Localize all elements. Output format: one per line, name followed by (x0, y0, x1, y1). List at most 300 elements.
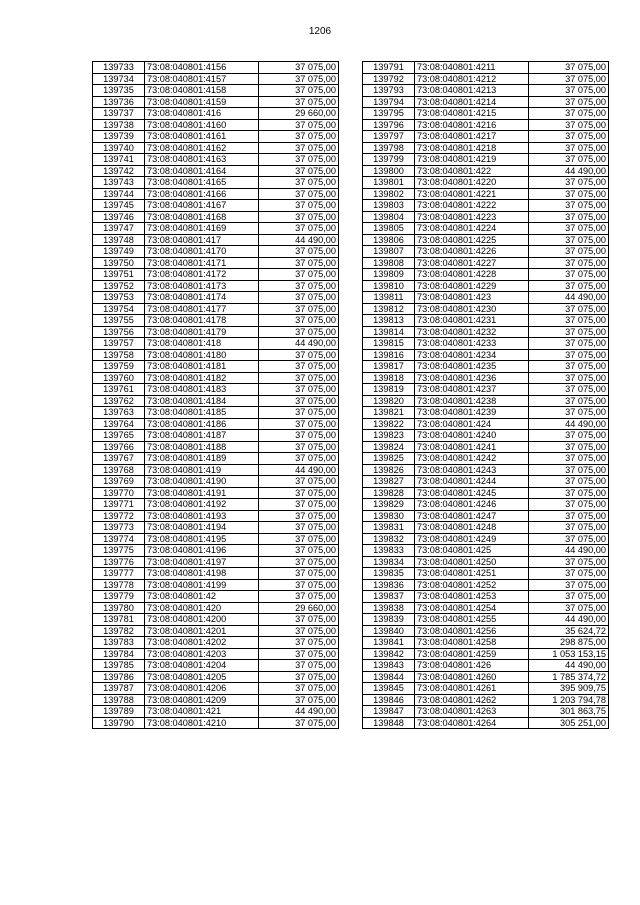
amount: 37 075,00 (259, 62, 339, 74)
table-row (93, 579, 339, 591)
row-number: 139753 (93, 292, 145, 304)
table-row (363, 200, 609, 212)
cadastral-number: 73:08:040801:4185 (145, 407, 259, 419)
table-row (363, 407, 609, 419)
table-row (93, 464, 339, 476)
table-row (363, 556, 609, 568)
row-number: 139762 (93, 395, 145, 407)
row-number: 139779 (93, 591, 145, 603)
table-row (363, 303, 609, 315)
cadastral-number: 73:08:040801:4192 (145, 499, 259, 511)
amount: 37 075,00 (529, 556, 609, 568)
amount: 44 490,00 (259, 464, 339, 476)
table-row (93, 326, 339, 338)
cadastral-number: 73:08:040801:4210 (145, 717, 259, 729)
table-row (93, 200, 339, 212)
amount: 37 075,00 (259, 522, 339, 534)
row-number: 139738 (93, 119, 145, 131)
table-row (93, 694, 339, 706)
row-number: 139840 (363, 625, 415, 637)
row-number: 139747 (93, 223, 145, 235)
amount: 37 075,00 (259, 625, 339, 637)
row-number: 139735 (93, 85, 145, 97)
row-number: 139802 (363, 188, 415, 200)
cadastral-number: 73:08:040801:4250 (415, 556, 529, 568)
table-row (363, 234, 609, 246)
table-row (93, 177, 339, 189)
table-row (93, 476, 339, 488)
amount: 37 075,00 (259, 579, 339, 591)
amount: 37 075,00 (529, 119, 609, 131)
row-number: 139817 (363, 361, 415, 373)
cadastral-number: 73:08:040801:4202 (145, 637, 259, 649)
table-row (363, 384, 609, 396)
table-row (363, 85, 609, 97)
row-number: 139766 (93, 441, 145, 453)
table-row (363, 591, 609, 603)
row-number: 139740 (93, 142, 145, 154)
row-number: 139751 (93, 269, 145, 281)
table-row (363, 453, 609, 465)
table-row (363, 395, 609, 407)
cadastral-number: 73:08:040801:4264 (415, 717, 529, 729)
table-row (93, 188, 339, 200)
amount: 44 490,00 (529, 292, 609, 304)
cadastral-number: 73:08:040801:4163 (145, 154, 259, 166)
cadastral-number: 73:08:040801:4158 (145, 85, 259, 97)
table-row (93, 614, 339, 626)
cadastral-number: 73:08:040801:4249 (415, 533, 529, 545)
table-row (93, 395, 339, 407)
row-number: 139829 (363, 499, 415, 511)
table-row (363, 315, 609, 327)
row-number: 139841 (363, 637, 415, 649)
table-row (93, 280, 339, 292)
amount: 37 075,00 (259, 211, 339, 223)
table-row (363, 441, 609, 453)
table-row (93, 211, 339, 223)
cadastral-number: 73:08:040801:425 (415, 545, 529, 557)
amount: 37 075,00 (529, 223, 609, 235)
row-number: 139768 (93, 464, 145, 476)
row-number: 139816 (363, 349, 415, 361)
amount: 37 075,00 (529, 96, 609, 108)
table-row (363, 177, 609, 189)
row-number: 139825 (363, 453, 415, 465)
cadastral-number: 73:08:040801:4169 (145, 223, 259, 235)
row-number: 139793 (363, 85, 415, 97)
table-row (93, 671, 339, 683)
row-number: 139739 (93, 131, 145, 143)
table-row (363, 499, 609, 511)
cadastral-number: 73:08:040801:4227 (415, 257, 529, 269)
row-number: 139780 (93, 602, 145, 614)
cadastral-number: 73:08:040801:4195 (145, 533, 259, 545)
row-number: 139746 (93, 211, 145, 223)
amount: 44 490,00 (529, 545, 609, 557)
row-number: 139836 (363, 579, 415, 591)
cadastral-number: 73:08:040801:4201 (145, 625, 259, 637)
row-number: 139805 (363, 223, 415, 235)
cadastral-number: 73:08:040801:4228 (415, 269, 529, 281)
cadastral-number: 73:08:040801:4180 (145, 349, 259, 361)
table-row (93, 706, 339, 718)
cadastral-number: 73:08:040801:4186 (145, 418, 259, 430)
amount: 37 075,00 (529, 384, 609, 396)
table-row (93, 303, 339, 315)
amount: 44 490,00 (529, 614, 609, 626)
table-row (93, 234, 339, 246)
amount: 37 075,00 (529, 73, 609, 85)
amount: 395 909,75 (529, 683, 609, 695)
row-number: 139809 (363, 269, 415, 281)
cadastral-number: 73:08:040801:4183 (145, 384, 259, 396)
row-number: 139803 (363, 200, 415, 212)
amount: 37 075,00 (529, 188, 609, 200)
cadastral-number: 73:08:040801:4160 (145, 119, 259, 131)
amount: 29 660,00 (259, 602, 339, 614)
cadastral-number: 73:08:040801:4242 (415, 453, 529, 465)
row-number: 139835 (363, 568, 415, 580)
table-row (93, 407, 339, 419)
cadastral-number: 73:08:040801:4173 (145, 280, 259, 292)
amount: 37 075,00 (529, 234, 609, 246)
cadastral-number: 73:08:040801:4178 (145, 315, 259, 327)
row-number: 139776 (93, 556, 145, 568)
row-number: 139757 (93, 338, 145, 350)
amount: 37 075,00 (259, 568, 339, 580)
table-row (93, 418, 339, 430)
cadastral-number: 73:08:040801:416 (145, 108, 259, 120)
amount: 37 075,00 (529, 200, 609, 212)
amount: 37 075,00 (259, 591, 339, 603)
row-number: 139767 (93, 453, 145, 465)
table-row (93, 556, 339, 568)
table-row (93, 441, 339, 453)
amount: 44 490,00 (259, 338, 339, 350)
table-row (363, 510, 609, 522)
amount: 37 075,00 (529, 591, 609, 603)
row-number: 139754 (93, 303, 145, 315)
table-row (93, 96, 339, 108)
amount: 37 075,00 (259, 280, 339, 292)
row-number: 139749 (93, 246, 145, 258)
row-number: 139755 (93, 315, 145, 327)
row-number: 139848 (363, 717, 415, 729)
cadastral-number: 73:08:040801:4247 (415, 510, 529, 522)
cadastral-number: 73:08:040801:4206 (145, 683, 259, 695)
amount: 37 075,00 (259, 246, 339, 258)
row-number: 139791 (363, 62, 415, 74)
cadastral-number: 73:08:040801:4200 (145, 614, 259, 626)
cadastral-number: 73:08:040801:4157 (145, 73, 259, 85)
amount: 37 075,00 (529, 131, 609, 143)
amount: 37 075,00 (529, 453, 609, 465)
table-row (93, 568, 339, 580)
row-number: 139782 (93, 625, 145, 637)
row-number: 139822 (363, 418, 415, 430)
cadastral-number: 73:08:040801:4217 (415, 131, 529, 143)
table-row (93, 430, 339, 442)
table-row (93, 625, 339, 637)
amount: 37 075,00 (259, 326, 339, 338)
row-number: 139814 (363, 326, 415, 338)
row-number: 139777 (93, 568, 145, 580)
cadastral-number: 73:08:040801:4211 (415, 62, 529, 74)
table-row (93, 349, 339, 361)
table-row (363, 683, 609, 695)
amount: 37 075,00 (259, 660, 339, 672)
amount: 37 075,00 (529, 602, 609, 614)
amount: 37 075,00 (259, 73, 339, 85)
table-row (93, 660, 339, 672)
cadastral-number: 73:08:040801:4198 (145, 568, 259, 580)
table-row (363, 545, 609, 557)
amount: 37 075,00 (259, 671, 339, 683)
table-row (363, 280, 609, 292)
amount: 37 075,00 (529, 522, 609, 534)
row-number: 139769 (93, 476, 145, 488)
cadastral-number: 73:08:040801:4256 (415, 625, 529, 637)
table-row (363, 246, 609, 258)
table-row (363, 487, 609, 499)
row-number: 139800 (363, 165, 415, 177)
table-row (93, 246, 339, 258)
cadastral-number: 73:08:040801:4235 (415, 361, 529, 373)
row-number: 139804 (363, 211, 415, 223)
cadastral-number: 73:08:040801:4168 (145, 211, 259, 223)
table-row (363, 418, 609, 430)
amount: 37 075,00 (259, 487, 339, 499)
table-row (363, 188, 609, 200)
amount: 37 075,00 (529, 211, 609, 223)
amount: 37 075,00 (259, 303, 339, 315)
table-row (93, 683, 339, 695)
cadastral-number: 73:08:040801:4263 (415, 706, 529, 718)
amount: 37 075,00 (259, 441, 339, 453)
page-number: 1206 (308, 26, 332, 37)
cadastral-number: 73:08:040801:4244 (415, 476, 529, 488)
table-row (93, 372, 339, 384)
cadastral-number: 73:08:040801:4204 (145, 660, 259, 672)
amount: 44 490,00 (259, 706, 339, 718)
row-number: 139811 (363, 292, 415, 304)
cadastral-number: 73:08:040801:4188 (145, 441, 259, 453)
cadastral-number: 73:08:040801:4174 (145, 292, 259, 304)
amount: 37 075,00 (529, 361, 609, 373)
amount: 37 075,00 (529, 269, 609, 281)
table-row (363, 361, 609, 373)
cadastral-number: 73:08:040801:4252 (415, 579, 529, 591)
amount: 37 075,00 (529, 510, 609, 522)
amount: 37 075,00 (259, 418, 339, 430)
cadastral-number: 73:08:040801:4177 (145, 303, 259, 315)
table-row (93, 717, 339, 729)
amount: 37 075,00 (259, 683, 339, 695)
amount: 37 075,00 (529, 303, 609, 315)
table-row (93, 499, 339, 511)
row-number: 139831 (363, 522, 415, 534)
amount: 1 053 153,15 (529, 648, 609, 660)
amount: 37 075,00 (529, 533, 609, 545)
table-row (93, 384, 339, 396)
row-number: 139783 (93, 637, 145, 649)
cadastral-number: 73:08:040801:42 (145, 591, 259, 603)
table-row (363, 694, 609, 706)
row-number: 139741 (93, 154, 145, 166)
table-row (93, 73, 339, 85)
row-number: 139815 (363, 338, 415, 350)
amount: 37 075,00 (259, 717, 339, 729)
table-row (93, 223, 339, 235)
row-number: 139744 (93, 188, 145, 200)
amount: 37 075,00 (259, 188, 339, 200)
row-number: 139833 (363, 545, 415, 557)
row-number: 139837 (363, 591, 415, 603)
row-number: 139787 (93, 683, 145, 695)
row-number: 139759 (93, 361, 145, 373)
cadastral-number: 73:08:040801:4171 (145, 257, 259, 269)
row-number: 139788 (93, 694, 145, 706)
cadastral-number: 73:08:040801:4209 (145, 694, 259, 706)
cadastral-number: 73:08:040801:419 (145, 464, 259, 476)
table-row (93, 637, 339, 649)
cadastral-number: 73:08:040801:4233 (415, 338, 529, 350)
amount: 37 075,00 (529, 108, 609, 120)
cadastral-number: 73:08:040801:4213 (415, 85, 529, 97)
amount: 37 075,00 (259, 372, 339, 384)
amount: 37 075,00 (259, 384, 339, 396)
amount: 37 075,00 (529, 464, 609, 476)
row-number: 139772 (93, 510, 145, 522)
table-row (363, 257, 609, 269)
amount: 37 075,00 (259, 453, 339, 465)
cadastral-number: 73:08:040801:4232 (415, 326, 529, 338)
cadastral-number: 73:08:040801:4240 (415, 430, 529, 442)
row-number: 139846 (363, 694, 415, 706)
table-row (363, 533, 609, 545)
cadastral-number: 73:08:040801:4251 (415, 568, 529, 580)
row-number: 139734 (93, 73, 145, 85)
row-number: 139733 (93, 62, 145, 74)
amount: 37 075,00 (529, 476, 609, 488)
cadastral-number: 73:08:040801:4164 (145, 165, 259, 177)
table-row (363, 165, 609, 177)
table-row (93, 510, 339, 522)
amount: 37 075,00 (529, 499, 609, 511)
amount: 37 075,00 (259, 96, 339, 108)
cadastral-number: 73:08:040801:4260 (415, 671, 529, 683)
cadastral-number: 73:08:040801:4239 (415, 407, 529, 419)
table-row (93, 522, 339, 534)
cadastral-number: 73:08:040801:4225 (415, 234, 529, 246)
table-row (363, 142, 609, 154)
row-number: 139794 (363, 96, 415, 108)
amount: 37 075,00 (259, 85, 339, 97)
cadastral-number: 73:08:040801:4179 (145, 326, 259, 338)
table-row (93, 131, 339, 143)
cadastral-number: 73:08:040801:421 (145, 706, 259, 718)
row-number: 139795 (363, 108, 415, 120)
row-number: 139839 (363, 614, 415, 626)
row-number: 139819 (363, 384, 415, 396)
row-number: 139796 (363, 119, 415, 131)
amount: 37 075,00 (259, 200, 339, 212)
amount: 37 075,00 (259, 165, 339, 177)
amount: 37 075,00 (259, 694, 339, 706)
amount: 37 075,00 (259, 533, 339, 545)
amount: 44 490,00 (529, 418, 609, 430)
cadastral-number: 73:08:040801:4187 (145, 430, 259, 442)
cadastral-number: 73:08:040801:4220 (415, 177, 529, 189)
table-row (363, 119, 609, 131)
amount: 35 624,72 (529, 625, 609, 637)
amount: 37 075,00 (259, 556, 339, 568)
cadastral-number: 73:08:040801:4236 (415, 372, 529, 384)
row-number: 139750 (93, 257, 145, 269)
table-row (363, 430, 609, 442)
row-number: 139778 (93, 579, 145, 591)
cadastral-number: 73:08:040801:4231 (415, 315, 529, 327)
cadastral-number: 73:08:040801:4182 (145, 372, 259, 384)
row-number: 139771 (93, 499, 145, 511)
cadastral-number: 73:08:040801:4226 (415, 246, 529, 258)
cadastral-number: 73:08:040801:4248 (415, 522, 529, 534)
table-row (363, 96, 609, 108)
registry-table-right (362, 61, 609, 729)
amount: 37 075,00 (259, 315, 339, 327)
table-row (93, 591, 339, 603)
cadastral-number: 73:08:040801:4259 (415, 648, 529, 660)
row-number: 139752 (93, 280, 145, 292)
cadastral-number: 73:08:040801:4262 (415, 694, 529, 706)
row-number: 139808 (363, 257, 415, 269)
cadastral-number: 73:08:040801:4246 (415, 499, 529, 511)
amount: 37 075,00 (529, 372, 609, 384)
row-number: 139844 (363, 671, 415, 683)
table-row (93, 338, 339, 350)
row-number: 139797 (363, 131, 415, 143)
amount: 37 075,00 (259, 614, 339, 626)
amount: 37 075,00 (259, 177, 339, 189)
row-number: 139784 (93, 648, 145, 660)
cadastral-number: 73:08:040801:4258 (415, 637, 529, 649)
amount: 37 075,00 (529, 246, 609, 258)
row-number: 139781 (93, 614, 145, 626)
row-number: 139785 (93, 660, 145, 672)
table-row (93, 602, 339, 614)
amount: 37 075,00 (259, 648, 339, 660)
amount: 37 075,00 (529, 315, 609, 327)
row-number: 139774 (93, 533, 145, 545)
amount: 37 075,00 (529, 85, 609, 97)
amount: 37 075,00 (529, 338, 609, 350)
row-number: 139801 (363, 177, 415, 189)
cadastral-number: 73:08:040801:4172 (145, 269, 259, 281)
amount: 37 075,00 (259, 395, 339, 407)
table-row (363, 568, 609, 580)
amount: 305 251,00 (529, 717, 609, 729)
row-number: 139789 (93, 706, 145, 718)
cadastral-number: 73:08:040801:4261 (415, 683, 529, 695)
table-row (93, 154, 339, 166)
row-number: 139786 (93, 671, 145, 683)
amount: 37 075,00 (529, 579, 609, 591)
row-number: 139830 (363, 510, 415, 522)
table-row (363, 602, 609, 614)
cadastral-number: 73:08:040801:4191 (145, 487, 259, 499)
cadastral-number: 73:08:040801:4196 (145, 545, 259, 557)
